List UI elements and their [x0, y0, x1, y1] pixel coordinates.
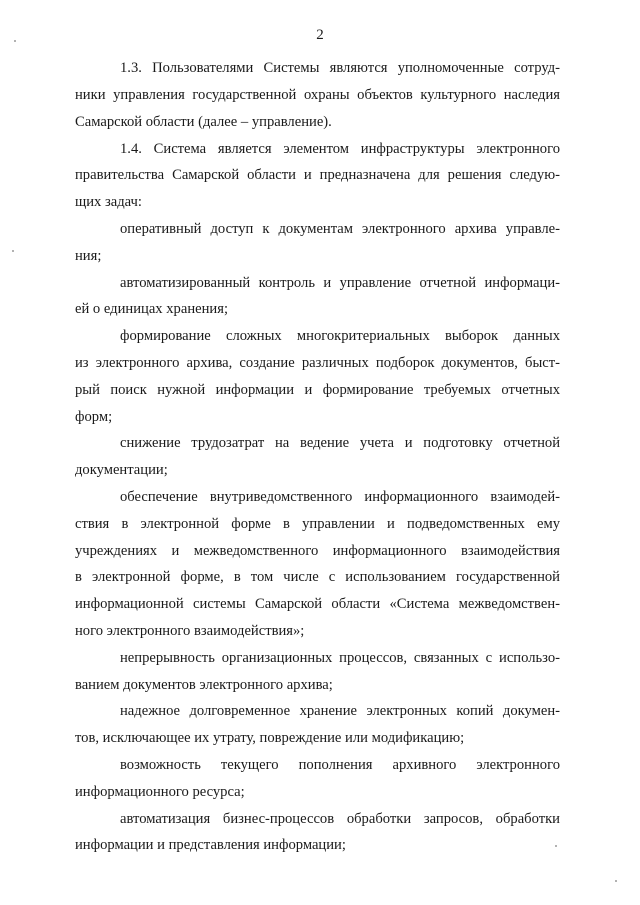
page-number: 2: [316, 27, 324, 43]
text-line: рый поиск нужной информации и формирование требуемых отчетных: [75, 382, 560, 398]
text-line: ники управления государственной охраны объектов культурного наследия: [75, 87, 560, 103]
text-line: оперативный доступ к документам электронного архива управле-: [120, 221, 560, 237]
text-line: щих задач:: [75, 194, 142, 210]
text-line: 1.4. Система является элементом инфраструктуры электронного: [120, 141, 560, 157]
text-line: информационной системы Самарской области «Система межведомствен-: [75, 596, 560, 612]
text-line: Самарской области (далее – управление).: [75, 114, 332, 130]
text-line: правительства Самарской области и предназначена для решения следую-: [75, 167, 560, 183]
scan-speck: [555, 845, 557, 847]
text-line: 1.3. Пользователями Системы являются уполномоченные сотруд-: [120, 60, 560, 76]
text-line: непрерывность организационных процессов, связанных с использо-: [120, 650, 560, 666]
text-line: обеспечение внутриведомственного информационного взаимодей-: [120, 489, 560, 505]
text-line: в электронной форме, в том числе с использованием государственной: [75, 569, 560, 585]
text-line: документации;: [75, 462, 168, 478]
text-line: снижение трудозатрат на ведение учета и подготовку отчетной: [120, 435, 560, 451]
text-line: формирование сложных многокритериальных выборок данных: [120, 328, 560, 344]
text-line: учреждениях и межведомственного информационного взаимодействия: [75, 543, 560, 559]
text-line: форм;: [75, 409, 113, 425]
text-line: ей о единицах хранения;: [75, 301, 228, 317]
text-line: автоматизированный контроль и управление отчетной информаци-: [120, 275, 560, 291]
scan-speck: [12, 250, 14, 252]
scan-speck: [14, 40, 16, 42]
text-line: ния;: [75, 248, 102, 264]
text-line: информационного ресурса;: [75, 784, 245, 800]
text-line: из электронного архива, создание различных подборок документов, быст-: [75, 355, 560, 371]
scan-speck: [615, 880, 617, 882]
text-line: ванием документов электронного архива;: [75, 677, 333, 693]
text-line: возможность текущего пополнения архивного электронного: [120, 757, 560, 773]
text-line: ного электронного взаимодействия»;: [75, 623, 305, 639]
text-line: ствия в электронной форме в управлении и подведомственных ему: [75, 516, 560, 532]
text-line: тов, исключающее их утрату, повреждение или модификацию;: [75, 730, 465, 746]
text-line: информации и представления информации;: [75, 837, 346, 853]
text-line: надежное долговременное хранение электронных копий докумен-: [120, 703, 560, 719]
text-line: автоматизация бизнес-процессов обработки запросов, обработки: [120, 811, 560, 827]
